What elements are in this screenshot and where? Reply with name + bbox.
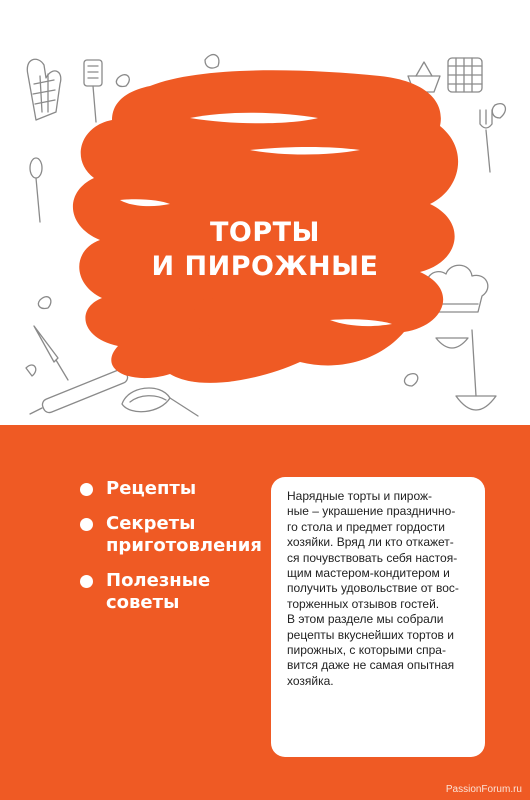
intro-line: торженных отзывов гостей. [287,596,440,611]
bullet-dot-icon [80,518,93,531]
oven-mitt-icon [27,59,61,120]
topic-label: Секреты [106,513,196,534]
topic-item-recipes [80,478,262,500]
topic-label-continued: советы [106,592,180,613]
section-title [0,216,530,284]
bullet-dot-icon [80,575,93,588]
intro-line: хозяйка. [287,673,334,688]
bullet-dot-icon [80,483,93,496]
watermark-text: PassionForum.ru [445,784,522,795]
bowl-icon [436,338,468,348]
fork-icon [480,110,492,172]
intro-line: получить удовольствие от вос- [287,581,459,596]
section-title-line-1: ТОРТЫ [209,217,321,248]
topic-label-continued: приготовления [106,535,262,556]
intro-line: рецепты вкуснейших тортов и [287,627,454,642]
intro-line: В этом разделе мы собрали [287,612,444,627]
topic-label: Полезные [106,570,211,591]
intro-line: хозяйки. Вряд ли кто откажет- [287,535,454,550]
spatula-icon [84,60,102,122]
intro-line: вится даже не самая опытная [287,658,455,673]
knife-icon [34,326,68,380]
section-title-line-2: И ПИРОЖНЫЕ [151,251,379,282]
topic-list [80,478,262,627]
intro-line: ные – украшение празднично- [287,504,456,519]
intro-line: щим мастером-кондитером и [287,566,450,581]
whisk-icon [122,388,198,416]
info-panel [0,425,530,800]
ladle-icon [456,330,496,410]
spoon-icon [30,158,42,222]
intro-line: Нарядные торты и пирож- [287,489,433,503]
pot-holder-icon [448,58,482,92]
topic-label: Рецепты [106,478,197,499]
intro-line: пирожных, с которыми спра- [287,643,446,658]
intro-line: ся почувствовать себя настоя- [287,550,458,565]
topic-item-secrets [80,513,262,557]
intro-paragraph [287,489,473,689]
intro-text-card [271,477,485,757]
intro-line: го стола и предмет гордости [287,519,445,534]
topic-item-tips [80,570,262,614]
